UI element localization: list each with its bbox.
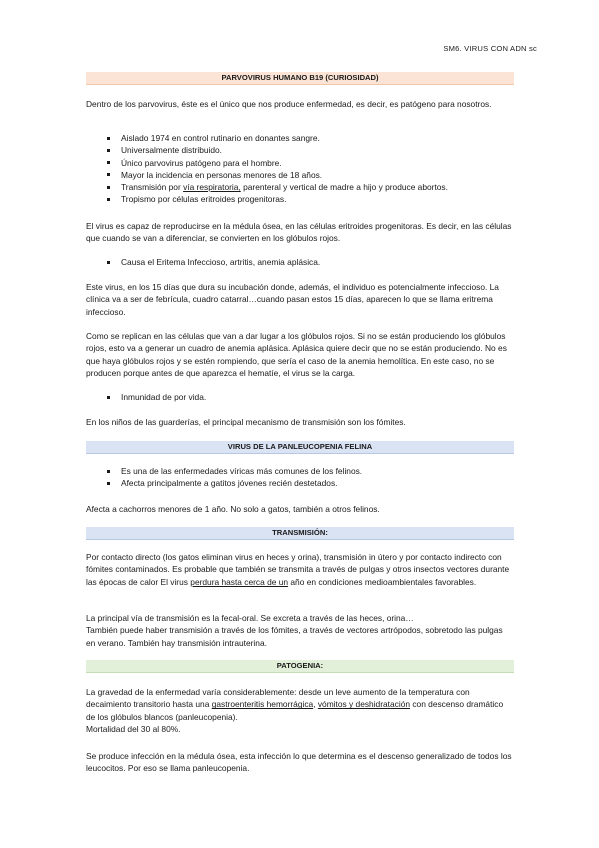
- section-heading-transmision: TRANSMISIÓN:: [86, 527, 514, 540]
- list-item: Único parvovirus patógeno para el hombre.: [86, 157, 514, 169]
- transmision-paragraph-fecal-oral: [86, 612, 514, 649]
- section-heading-parvovirus: PARVOVIRUS HUMANO B19 (CURIOSIDAD): [86, 72, 514, 85]
- list-item: Afecta principalmente a gatitos jóvenes recién destetados.: [86, 477, 514, 489]
- patogenia-underlined-vomitos: vómitos y deshidratación: [317, 699, 411, 710]
- list-item: Inmunidad de por vida.: [86, 391, 514, 403]
- transmision-paragraph-contacto: [86, 551, 514, 588]
- list-item: Causa el Eritema Infeccioso, artritis, anemia aplásica.: [86, 256, 514, 268]
- transmision-text-post: año en condiciones medioambientales favorables.: [288, 576, 477, 587]
- patogenia-text-mid: ,: [313, 699, 318, 710]
- transmision-line-fecal: La principal vía de transmisión es la fecal-oral. Se excreta a través de las heces, orina…: [86, 613, 414, 623]
- transmision-underlined-text: perdura hasta cerca de un: [190, 576, 289, 587]
- parvo-bullet-list-eritema: [86, 256, 514, 268]
- parvo-bullet-list-immunity: [86, 391, 514, 403]
- parvo-paragraph-medula: El virus es capaz de reproducirse en la médula ósea, en las células eritroides progenitoras. Es decir, en las células que cuando se van a diferenciar, se convierten en los glóbulos rojos.: [86, 221, 512, 244]
- patogenia-paragraph-medula: Se produce infección en la médula ósea, esta infección lo que determina es el descenso generalizado de todos los leucocitos. Por eso se llama panleucopenia.: [86, 751, 512, 774]
- list-item: Mayor la incidencia en personas menores de 18 años.: [86, 169, 514, 181]
- felina-paragraph-cachorros: Afecta a cachorros menores de 1 año. No solo a gatos, también a otros felinos.: [86, 504, 380, 514]
- parvo-paragraph-incubacion: Este virus, en los 15 días que dura su incubación donde, además, el individuo es potencialmente infeccioso. La clínica va a ser de febrícula, cuadro catarral…cuando pasan estos 15 días, aparecen lo que se llama eritrema infeccioso.: [86, 282, 499, 317]
- patogenia-text-post: con descenso dramático de los glóbulos blancos (panleucopenia).: [86, 699, 504, 722]
- section-heading-patogenia: PATOGENIA:: [86, 660, 514, 673]
- transmission-underlined-text: vía respiratoria,: [183, 182, 241, 193]
- list-item: Es una de las enfermedades víricas más comunes de los felinos.: [86, 465, 514, 477]
- list-item: Aislado 1974 en control rutinario en donantes sangre.: [86, 132, 514, 144]
- transmision-line-fomites: También puede haber transmisión a través de los fómites, a través de vectores artrópodos, sobretodo las pulgas en verano. También hay transmisión intrauterina.: [86, 625, 503, 648]
- transmission-text-post: parenteral y vertical de madre a hijo y produce abortos.: [240, 182, 448, 193]
- patogenia-underlined-gastroenteritis: gastroenteritis hemorrágica: [211, 699, 314, 710]
- section-heading-panleucopenia: VIRUS DE LA PANLEUCOPENIA FELINA: [86, 441, 514, 454]
- patogenia-paragraph-gravedad: [86, 686, 514, 735]
- parvo-paragraph-anemia: Como se replican en las células que van a dar lugar a los glóbulos rojos. Si no se están produciendo los glóbulos rojos, esto va a generar un cuadro de anemia aplásica. Aplásica quiere decir que no se están produciendo. No es que haya glóbulos rojos y se estén rompiendo, que sería el caso de la anemia hemolítica. En este caso, no se producen porque antes de que aparezca el hematíe, el virus se la carga.: [86, 331, 507, 378]
- list-item: Universalmente distribuido.: [86, 144, 514, 156]
- parvo-bullet-list: [86, 132, 514, 206]
- patogenia-text-pre: La gravedad de la enfermedad varía considerablemente: desde un leve aumento de la temperatura con decaimiento transitorio hasta una: [86, 687, 470, 710]
- list-item: Tropismo por células eritroides progenitoras.: [86, 193, 514, 205]
- felina-bullet-list: [86, 465, 514, 490]
- transmission-text-pre: Transmisión por: [121, 182, 184, 193]
- parvo-intro-paragraph: Dentro de los parvovirus, éste es el único que nos produce enfermedad, es decir, es patógeno para nosotros.: [86, 99, 492, 109]
- transmision-text-pre: Por contacto directo (los gatos eliminan virus en heces y orina), transmisión in útero y por contacto indirecto con fómites contaminados. Es probable que también se transmita a través de pulgas y otros insectos vectores durante las épocas de calor El virus: [86, 552, 510, 587]
- list-item-transmission: [86, 181, 514, 193]
- patogenia-mortality: Mortalidad del 30 al 80%.: [86, 723, 181, 734]
- page-header: SM6. VIRUS CON ADN sc: [443, 44, 537, 53]
- parvo-paragraph-guarderias: En los niños de las guarderías, el principal mecanismo de transmisión son los fómites.: [86, 417, 406, 427]
